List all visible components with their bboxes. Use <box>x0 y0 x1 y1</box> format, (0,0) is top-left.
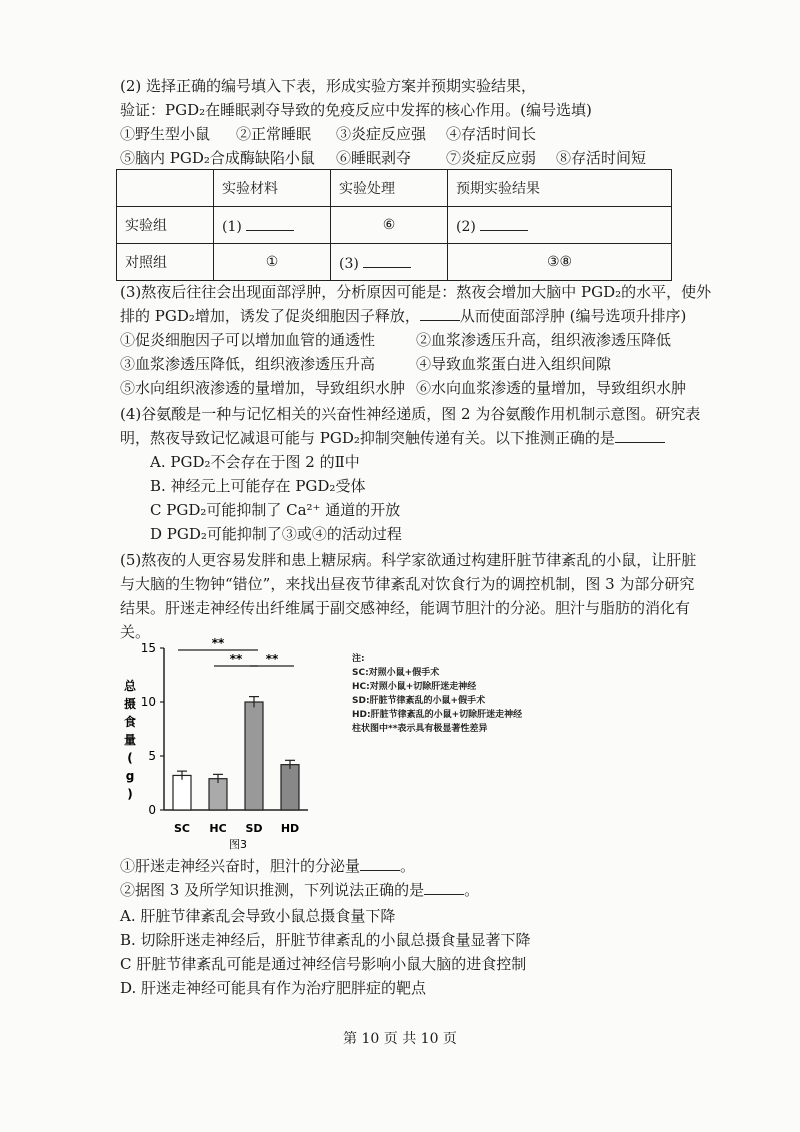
answer-blank-q4[interactable] <box>615 428 665 443</box>
experiment-table <box>116 169 672 281</box>
q2-option: ⑧存活时间短 <box>556 149 647 167</box>
chart-notes <box>352 652 522 736</box>
answer-blank-2[interactable] <box>448 207 672 244</box>
q3-option: ⑥水向血浆渗透的量增加，导致组织水肿 <box>416 379 687 397</box>
q5-sub1: ①肝迷走神经兴奋时，胆汁的分泌量 。 <box>120 857 416 875</box>
q4-option-a: A. PGD₂不会存在于图 2 的Ⅱ中 <box>150 453 360 471</box>
y-tick-label: 15 <box>140 641 156 655</box>
q5-option-a: A. 肝脏节律紊乱会导致小鼠总摄食量下降 <box>120 907 396 925</box>
figure3-chart <box>118 632 338 852</box>
table-header-cell: 预期实验结果 <box>448 170 672 207</box>
q3-line2-part2: 从而使面部浮肿 (编号选项升排序) <box>459 307 687 325</box>
answer-blank-q5-1[interactable] <box>360 856 400 871</box>
answer-blank-3[interactable] <box>331 244 448 281</box>
bar-hd <box>281 765 299 810</box>
q2-option: ⑦炎症反应弱 <box>446 149 537 167</box>
q2-intro: (2) 选择正确的编号填入下表，形成实验方案并预期实验结果， <box>120 77 537 95</box>
q5-line3: 结果。肝迷走神经传出纤维属于副交感神经，能调节胆汁的分泌。胆汁与脂肪的消化有 <box>120 599 691 617</box>
chart-note: SC:对照小鼠+假手术 <box>352 668 440 678</box>
chart-title: 图3 <box>229 838 247 851</box>
x-tick-label: SD <box>245 822 263 835</box>
q4-option-d: D PGD₂可能抑制了③或④的活动过程 <box>150 525 402 543</box>
q5-option-c: C 肝脏节律紊乱可能是通过神经信号影响小鼠大脑的进食控制 <box>120 955 527 973</box>
table-cell: ⑥ <box>331 207 448 244</box>
answer-blank-q5-2[interactable] <box>424 880 464 895</box>
x-tick-label: HC <box>209 822 227 835</box>
q3-option: ④导致血浆蛋白进入组织间隙 <box>416 355 612 373</box>
table-header-cell: 实验材料 <box>214 170 331 207</box>
answer-blank-q3[interactable] <box>420 306 460 321</box>
q4-line1: (4)谷氨酸是一种与记忆相关的兴奋性神经递质，图 2 为谷氨酸作用机制示意图。研究表 <box>120 405 701 423</box>
y-axis-label-char: 总 <box>123 679 137 693</box>
q2-option: ⑥睡眠剥夺 <box>336 149 412 167</box>
chart-note: HC:对照小鼠+切除肝迷走神经 <box>352 682 477 692</box>
table-cell: ① <box>214 244 331 281</box>
q5-line1: (5)熬夜的人更容易发胖和患上糖尿病。科学家欲通过构建肝脏节律紊乱的小鼠，让肝脏 <box>120 551 697 569</box>
significance-label: ** <box>211 636 225 650</box>
q3-line2-part1: 排的 PGD₂增加，诱发了促炎细胞因子释放， <box>120 307 420 325</box>
chart-note: HD:肝脏节律紊乱的小鼠+切除肝迷走神经 <box>352 710 523 720</box>
q5-line4: 关。 <box>120 623 151 641</box>
q5-option-d: D. 肝迷走神经可能具有作为治疗肥胖症的靶点 <box>120 979 427 997</box>
y-tick-label: 0 <box>148 803 156 817</box>
x-tick-label: HD <box>280 822 300 835</box>
q5-line2: 与大脑的生物钟“错位”，来找出昼夜节律紊乱对饮食行为的调控机制，图 3 为部分研究 <box>120 575 695 593</box>
q2-option: ④存活时间长 <box>446 125 537 143</box>
y-tick-label: 5 <box>148 749 156 763</box>
table-cell: 对照组 <box>117 244 214 281</box>
y-axis-label-char: ) <box>127 787 133 801</box>
q5-sub2-text: ②据图 3 及所学知识推测，下列说法正确的是 <box>120 881 425 899</box>
bar-hc <box>209 779 227 810</box>
y-axis-label-char: 摄 <box>123 697 137 711</box>
table-cell: (3) <box>339 255 359 272</box>
q2-option: ⑤脑内 PGD₂合成酶缺陷小鼠 <box>120 149 315 167</box>
y-axis-label-char: ( <box>127 751 133 765</box>
table-cell: 实验组 <box>117 207 214 244</box>
q2-option: ①野生型小鼠 <box>120 125 211 143</box>
q5-sub1-text: ①肝迷走神经兴奋时，胆汁的分泌量 <box>120 857 361 875</box>
y-axis-label-char: 量 <box>123 733 137 747</box>
q5-sub2: ②据图 3 及所学知识推测，下列说法正确的是 。 <box>120 881 480 899</box>
q3-option: ①促炎细胞因子可以增加血管的通透性 <box>120 331 376 349</box>
table-cell: ③⑧ <box>448 244 672 281</box>
q5-option-b: B. 切除肝迷走神经后，肝脏节律紊乱的小鼠总摄食量显著下降 <box>120 931 531 949</box>
table-header-cell: 实验处理 <box>331 170 448 207</box>
q3-option: ②血浆渗透压升高，组织液渗透压降低 <box>416 331 672 349</box>
y-axis-label-char: g <box>125 769 135 783</box>
bar-sd <box>245 702 263 810</box>
table-row <box>117 244 672 281</box>
q2-option: ②正常睡眠 <box>236 125 312 143</box>
significance-label: ** <box>229 652 243 666</box>
y-tick-label: 10 <box>140 695 156 709</box>
table-cell: (2) <box>456 218 476 235</box>
q4-line2 <box>120 428 665 448</box>
y-axis-label-char: 食 <box>123 715 137 729</box>
q3-line1: (3)熬夜后往往会出现面部浮肿，分析原因可能是：熬夜会增加大脑中 PGD₂的水平，使外 <box>120 283 712 301</box>
table-row <box>117 207 672 244</box>
chart-note: SD:肝脏节律紊乱的小鼠+假手术 <box>352 696 486 706</box>
q4-option-c: C PGD₂可能抑制了 Ca²⁺ 通道的开放 <box>150 501 401 519</box>
q2-option: ③炎症反应强 <box>336 125 427 143</box>
table-header-cell <box>117 170 214 207</box>
q4-option-b: B. 神经元上可能存在 PGD₂受体 <box>150 477 366 495</box>
q3-option: ⑤水向组织液渗透的量增加，导致组织水肿 <box>120 379 406 397</box>
answer-blank-1[interactable] <box>214 207 331 244</box>
table-cell: (1) <box>222 218 242 235</box>
q3-option: ③血浆渗透压降低，组织液渗透压升高 <box>120 355 376 373</box>
page-footer: 第 10 页 共 10 页 <box>343 1031 457 1047</box>
q3-line2 <box>120 306 686 326</box>
x-tick-label: SC <box>174 822 190 835</box>
chart-note: 柱状图中**表示具有极显著性差异 <box>352 724 488 734</box>
q2-verify: 验证：PGD₂在睡眠剥夺导致的免疫反应中发挥的核心作用。(编号选填) <box>120 101 592 119</box>
q4-line2-text: 明，熬夜导致记忆减退可能与 PGD₂抑制突触传递有关。以下推测正确的是 <box>120 429 615 447</box>
table-header-row <box>117 170 672 207</box>
chart-note: 注: <box>352 654 365 664</box>
bar-sc <box>173 775 191 810</box>
significance-label: ** <box>265 652 279 666</box>
